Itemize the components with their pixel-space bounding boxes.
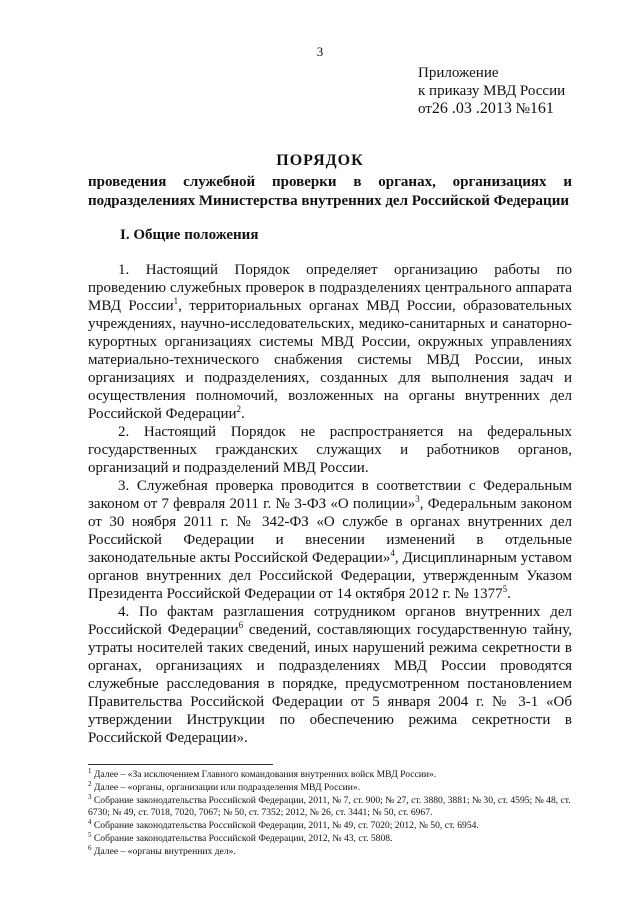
footnote-item xyxy=(88,820,572,833)
footnote-text: Собрание законодательства Российской Федерации, 2012, № 43, ст. 5808. xyxy=(91,832,393,844)
paragraph-4 xyxy=(88,603,572,747)
paragraph-3-text-c: , Дисциплинарным уставом органов внутренних дел Российской Федерации, утвержденным Указом Президента Российской Федерации от 14 октября 2012 г. № 1377 xyxy=(88,550,572,602)
body-text xyxy=(88,261,572,747)
appendix-date-line xyxy=(418,100,565,118)
footnote-item xyxy=(88,830,572,846)
footnote-text: Далее – «органы внутренних дел». xyxy=(91,845,236,857)
footnote-text: Далее – «органы, организации или подразделения МВД России». xyxy=(91,781,361,793)
footnote-item xyxy=(88,779,572,795)
appendix-number-value: 161 xyxy=(529,100,554,117)
paragraph-3-text-b: , Федеральным законом от 30 ноября 2011 г. № 342-ФЗ «О службе в органах внутренних дел Российской Федерации и внесении изменений в отдельные законодательные акты Российской Федерации» xyxy=(88,496,573,566)
footnote-ref-2: 2 xyxy=(236,404,242,414)
footnote-text: Собрание законодательства Российской Федерации, 2011, № 49, ст. 7020; 2012, № 50, ст. 6954. xyxy=(91,820,479,832)
footnote-number: 1 xyxy=(88,766,92,775)
footnote-item xyxy=(88,766,572,782)
footnote-number: 2 xyxy=(88,779,92,788)
paragraph-3-text-a: 3. Служебная проверка проводится в соответствии с Федеральным законом от 7 февраля 2011 г. № 3-ФЗ «О полиции» xyxy=(88,478,572,512)
footnote-text: Далее – «За исключением Главного командования внутренних войск МВД России». xyxy=(91,769,437,780)
paragraph-2: 2. Настоящий Порядок не распространяется на федеральных государственных гражданских служащих и работников органов, организаций и подразделений МВД России. xyxy=(88,424,572,476)
footnote-ref-4: 4 xyxy=(390,548,395,558)
footnote-number: 4 xyxy=(88,818,92,826)
paragraph-1-text-b: , территориальных органах МВД России, образовательных учреждениях, научно-исследовательских, медико-санитарных и санаторно-курортных организациях системы МВД России, окружных управлениях материально-технического снабжения системы МВД России, иных организациях и подразделениях, созданных для выполнения задач и осуществления полномочий, возложенных на органы внутренних дел Российской Федерации xyxy=(88,298,573,422)
footnote-number: 3 xyxy=(88,792,92,801)
footnote-divider xyxy=(88,764,273,765)
footnote-item xyxy=(88,792,572,821)
document-title: ПОРЯДОК xyxy=(276,152,364,169)
paragraph-1 xyxy=(88,261,572,423)
appendix-block xyxy=(418,64,565,118)
paragraph-1-text-a: 1. Настоящий Порядок определяет организацию работы по проведению служебных проверок в подразделениях центрального аппарата МВД России xyxy=(88,262,572,314)
appendix-line-2: к приказу МВД России xyxy=(418,83,566,99)
footnote-ref-3: 3 xyxy=(415,494,420,504)
paragraph-3 xyxy=(88,477,572,603)
document-subtitle: проведения служебной проверки в органах, организациях и подразделениях Министерства внутренних дел Российской Федерации xyxy=(88,174,572,209)
paragraph-1-text-c: . xyxy=(241,406,245,422)
appendix-date-value: 26 .03 .2013 xyxy=(431,100,512,117)
footnote-number: 5 xyxy=(88,830,92,839)
footnote-ref-1: 1 xyxy=(173,296,179,306)
footnote-number: 6 xyxy=(88,843,92,852)
appendix-line-1: Приложение xyxy=(418,65,499,81)
appendix-date-prefix: от xyxy=(418,101,432,117)
section-heading: I. Общие положения xyxy=(120,227,259,243)
footnote-ref-6: 6 xyxy=(238,620,244,630)
paragraph-4-text-a: 4. По фактам разглашения сотрудником органов внутренних дел Российской Федерации xyxy=(88,604,572,638)
footnote-ref-5: 5 xyxy=(502,584,508,594)
paragraph-4-text-b: сведений, составляющих государственную тайну, утраты носителей таких сведений, иных нарушений режима секретности в органах, организациях и подразделениях МВД России проводятся служебные расследования в порядке, предусмотренном постановлением Правительства Российской Федерации от 5 января 2004 г. № 3-1 «Об утверждении Инструкции по обеспечению режима секретности в Российской Федерации». xyxy=(88,622,573,746)
footnotes xyxy=(88,766,572,859)
appendix-number-prefix: № xyxy=(515,101,530,117)
paragraph-3-text-d: . xyxy=(507,586,511,602)
footnote-text: Собрание законодательства Российской Федерации, 2011, № 7, ст. 900; № 27, ст. 3880, 3881; № 30, ст. 4595; № 48, ст. 6730; № 49, ст. 7018, 7020, 7067; № 50, ст. 7352; 2012, № 26, ст. 3441; № 50, ст. 6967. xyxy=(88,794,571,819)
page-number: 3 xyxy=(316,44,324,59)
footnote-item xyxy=(88,843,572,859)
